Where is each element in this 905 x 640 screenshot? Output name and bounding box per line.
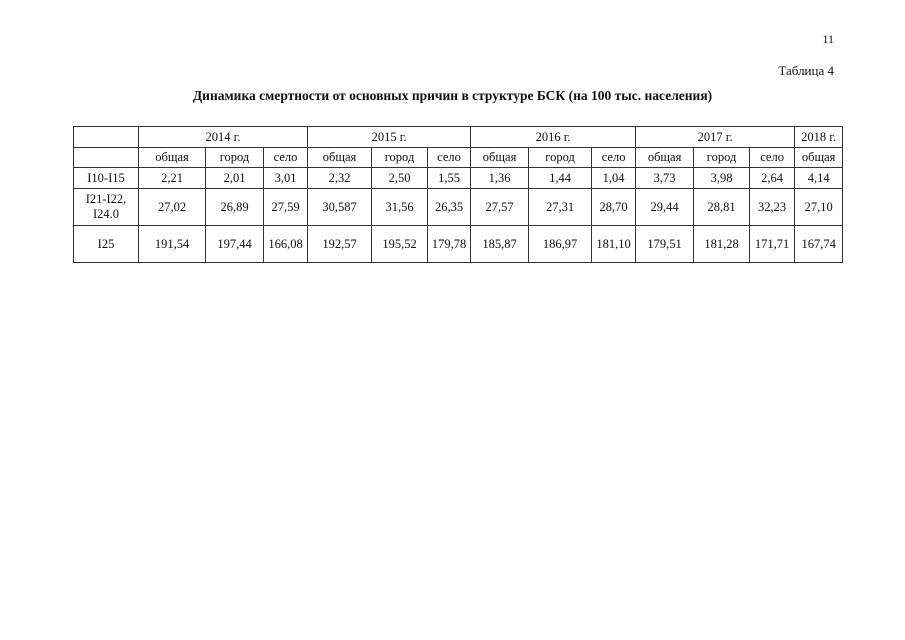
table-cell: 32,23: [750, 189, 795, 226]
subheader-cell: село: [428, 148, 471, 168]
table-cell: 179,78: [428, 226, 471, 263]
table-cell: 2,01: [206, 168, 264, 189]
table-cell: 2,32: [308, 168, 372, 189]
subheader-cell: общая: [795, 148, 843, 168]
table-cell: 195,52: [372, 226, 428, 263]
table-cell: 3,98: [694, 168, 750, 189]
year-header: 2014 г.: [139, 127, 308, 148]
table-cell: 27,57: [471, 189, 529, 226]
table-cell: 185,87: [471, 226, 529, 263]
table-cell: 27,31: [529, 189, 592, 226]
table-row: [74, 168, 843, 189]
table-cell: 166,08: [264, 226, 308, 263]
table-cell: 31,56: [372, 189, 428, 226]
table-cell: 1,36: [471, 168, 529, 189]
row-label: I10-I15: [74, 168, 139, 189]
table-cell: 4,14: [795, 168, 843, 189]
row-label: I25: [74, 226, 139, 263]
year-header: 2016 г.: [471, 127, 636, 148]
table-cell: 181,10: [592, 226, 636, 263]
table-label: Таблица 4: [778, 63, 834, 78]
subheader-cell: общая: [471, 148, 529, 168]
table-cell: 191,54: [139, 226, 206, 263]
page-number: 11: [822, 32, 834, 46]
table-cell: 167,74: [795, 226, 843, 263]
subheader-cell: город: [529, 148, 592, 168]
table-cell: 1,44: [529, 168, 592, 189]
year-header: 2017 г.: [636, 127, 795, 148]
table-cell: 179,51: [636, 226, 694, 263]
table-cell: 3,01: [264, 168, 308, 189]
table-cell: 1,04: [592, 168, 636, 189]
subheader-cell: город: [206, 148, 264, 168]
subheader-cell: село: [592, 148, 636, 168]
table-cell: 26,89: [206, 189, 264, 226]
row-label: I21-I22, I24.0: [74, 189, 139, 226]
table-cell: 2,50: [372, 168, 428, 189]
table-cell: 1,55: [428, 168, 471, 189]
table-cell: 3,73: [636, 168, 694, 189]
subheader-cell: село: [750, 148, 795, 168]
table-row: [74, 226, 843, 263]
mortality-table: [73, 126, 843, 263]
table-cell: 30,587: [308, 189, 372, 226]
subheader-cell: общая: [139, 148, 206, 168]
table-cell: 27,02: [139, 189, 206, 226]
subheader-cell: общая: [636, 148, 694, 168]
subheader-cell: город: [694, 148, 750, 168]
subheader-row: [74, 148, 843, 168]
table-cell: 28,70: [592, 189, 636, 226]
table-cell: 192,57: [308, 226, 372, 263]
table-cell: 2,64: [750, 168, 795, 189]
table-cell: 197,44: [206, 226, 264, 263]
corner-cell: [74, 148, 139, 168]
table-cell: 27,10: [795, 189, 843, 226]
subheader-cell: общая: [308, 148, 372, 168]
table-title: Динамика смертности от основных причин в структуре БСК (на 100 тыс. населения): [192, 88, 713, 103]
table-cell: 28,81: [694, 189, 750, 226]
year-header: 2018 г.: [795, 127, 843, 148]
table-cell: 27,59: [264, 189, 308, 226]
table-cell: 2,21: [139, 168, 206, 189]
year-header: 2015 г.: [308, 127, 471, 148]
year-header-row: [74, 127, 843, 148]
table-cell: 26,35: [428, 189, 471, 226]
table-cell: 186,97: [529, 226, 592, 263]
subheader-cell: город: [372, 148, 428, 168]
table-cell: 181,28: [694, 226, 750, 263]
table-cell: 171,71: [750, 226, 795, 263]
table-row: [74, 189, 843, 226]
subheader-cell: село: [264, 148, 308, 168]
table-cell: 29,44: [636, 189, 694, 226]
corner-cell: [74, 127, 139, 148]
